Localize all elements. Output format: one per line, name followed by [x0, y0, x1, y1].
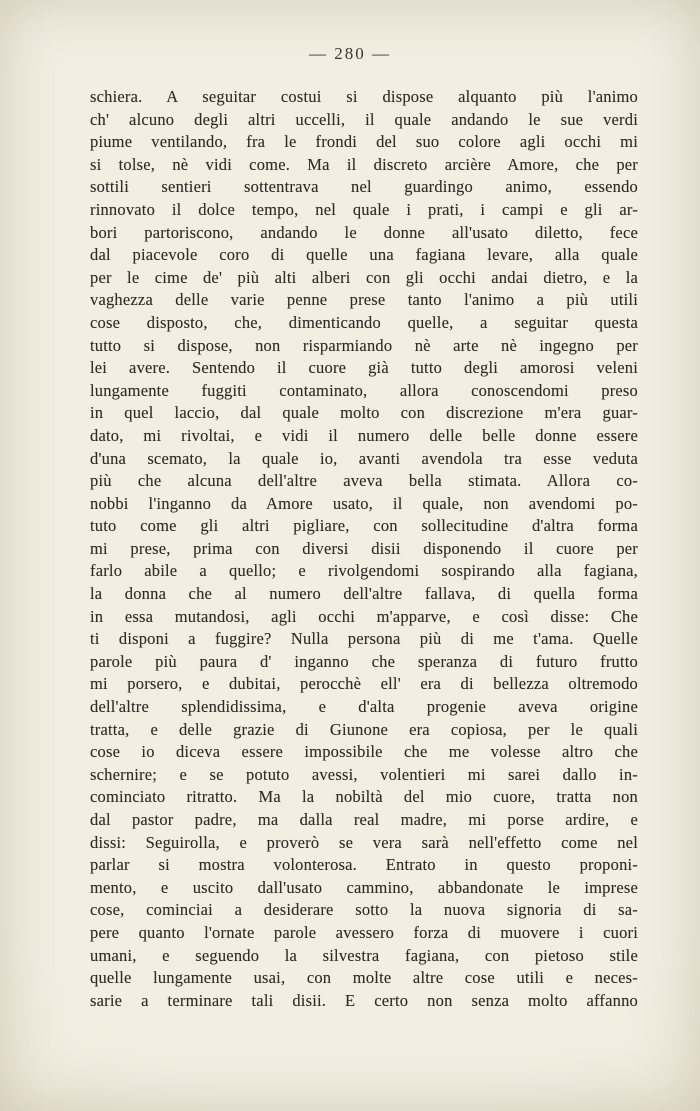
text-line: nobbi l'inganno da Amore usato, il quale, non avendomi po-: [90, 493, 638, 513]
text-line: dal piacevole coro di quelle una fagiana levare, alla quale: [90, 245, 638, 265]
body-text: [90, 86, 638, 1012]
text-line: tutto si dispose, non risparmiando nè arte nè ingegno per: [90, 335, 638, 355]
text-line: schernire; e se potuto avessi, volentieri mi sarei dallo in-: [90, 764, 638, 784]
text-line: sarie a terminare tali disii. E certo non senza molto affanno: [90, 990, 638, 1010]
text-line: d'una scemato, la quale io, avanti avendola tra esse veduta: [90, 448, 638, 468]
text-line: tuto come gli altri pigliare, con sollecitudine d'altra forma: [90, 516, 638, 536]
text-line: in quel laccio, dal quale molto con discrezione m'era guar-: [90, 403, 638, 423]
text-line: la donna che al numero dell'altre fallava, di quella forma: [90, 584, 638, 604]
text-line: dal pastor padre, ma dalla real madre, mi porse ardire, e: [90, 810, 638, 829]
text-line: cose disposto, che, dimenticando quelle, a seguitar questa: [90, 312, 638, 332]
text-line: dell'altre splendidissima, e d'alta progenie aveva origine: [90, 697, 638, 717]
text-line: parole più paura d' inganno che speranza di futuro frutto: [90, 651, 638, 671]
text-line: ti disponi a fuggire? Nulla persona più di me t'ama. Quelle: [90, 629, 638, 649]
text-line: quelle lungamente usai, con molte altre cose utili e neces-: [90, 968, 638, 988]
page-number: — 280 —: [309, 44, 391, 63]
text-line: schiera. A seguitar costui si dispose alquanto più l'animo: [90, 87, 638, 106]
text-line: cominciato ritratto. Ma la nobiltà del mio cuore, tratta non: [90, 787, 638, 807]
text-line: umani, e seguendo la silvestra fagiana, con pietoso stile: [90, 945, 638, 965]
text-line: lei avere. Sentendo il cuore già tutto degli amorosi veleni: [90, 358, 638, 378]
text-line: sottili sentieri sottentrava nel guardingo animo, essendo: [90, 177, 638, 197]
text-line: parlar si mostra volonterosa. Entrato in questo proponi-: [90, 855, 638, 875]
text-line: lungamente fuggiti contaminato, allora conoscendomi preso: [90, 380, 638, 400]
text-line: cose, cominciai a desiderare sotto la nuova signoria di sa-: [90, 900, 638, 920]
text-line: rinnovato il dolce tempo, nel quale i prati, i campi e gli ar-: [90, 199, 638, 219]
text-line: piume ventilando, fra le frondi del suo colore agli occhi mi: [90, 132, 638, 152]
text-line: farlo abile a quello; e rivolgendomi sospirando alla fagiana,: [90, 561, 638, 581]
text-line: dissi: Seguirolla, e proverò se vera sarà nell'effetto come nel: [90, 832, 638, 852]
text-line: vaghezza delle varie penne prese tanto l'animo a più utili: [90, 290, 638, 310]
text-line: più che alcuna dell'altre aveva bella stimata. Allora co-: [90, 471, 638, 491]
text-line: tratta, e delle grazie di Giunone era copiosa, per le quali: [90, 719, 638, 739]
text-line: pere quanto l'ornate parole avessero forza di muovere i cuori: [90, 922, 638, 942]
text-line: ch' alcuno degli altri uccelli, il quale andando le sue verdi: [90, 109, 638, 129]
text-line: dato, mi rivoltai, e vidi il numero delle belle donne essere: [90, 425, 638, 445]
text-line: si tolse, nè vidi come. Ma il discreto arcière Amore, che per: [90, 154, 638, 174]
text-line: mi porsero, e dubitai, perocchè ell' era di bellezza oltremodo: [90, 674, 638, 694]
text-line: cose io diceva essere impossibile che me volesse altro che: [90, 742, 638, 762]
text-line: mento, e uscito dall'usato cammino, abbandonate le imprese: [90, 877, 638, 897]
text-line: per le cime de' più alti alberi con gli occhi andai dietro, e la: [90, 267, 638, 287]
text-line: mi prese, prima con diversi disii disponendo il cuore per: [90, 538, 638, 558]
text-line: in essa mutandosi, agli occhi m'apparve, e così disse: Che: [90, 606, 638, 626]
text-line: bori partoriscono, andando le donne all'usato diletto, fece: [90, 222, 638, 242]
